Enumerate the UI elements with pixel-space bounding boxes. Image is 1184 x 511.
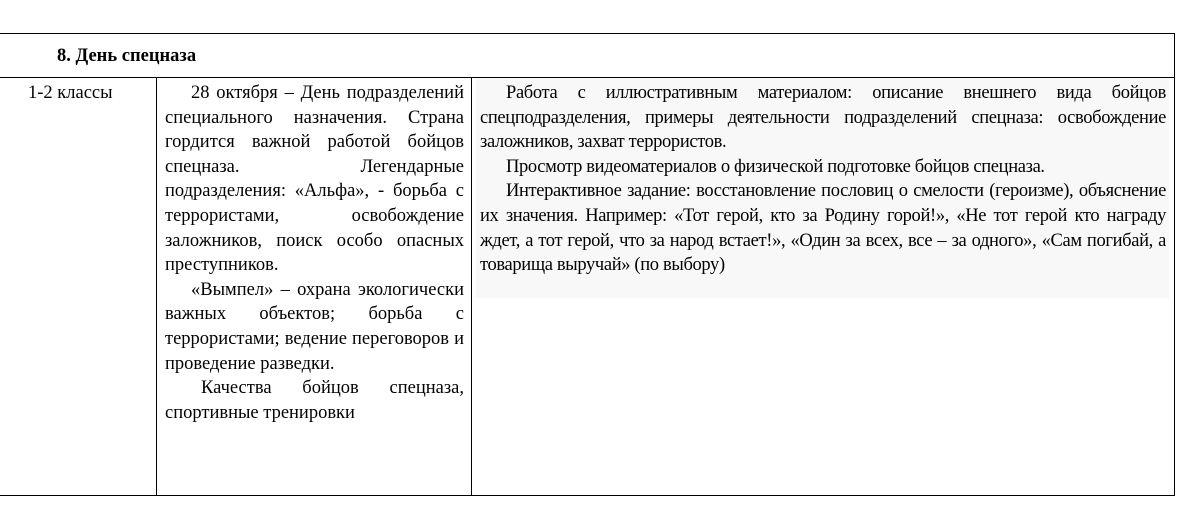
activity-text [480,81,1166,278]
grade-cell [0,78,157,496]
activity-paragraph: Работа с иллюстративным материалом: описание внешнего вида бойцов спецподразделения, примеры деятельности подразделений спецназа: освобождение заложников, захват террористов. [480,83,1166,153]
activity-paragraph: Просмотр видеоматериалов о физической подготовке бойцов спецназа. [506,156,1045,177]
lesson-plan-table [0,33,1175,496]
topic-paragraph: 28 октября – День подразделений специального назначения. Страна гордится важной работой бойцов спецназа. Легендарные подразделения: «Альфа», - борьба с террористами, освобождение заложников, поиск особо опасных преступников. [165,83,464,276]
topic-paragraph: Качества бойцов спецназа, спортивные тренировки [165,378,464,423]
topic-cell [157,78,472,496]
activity-paragraph: Интерактивное задание: восстановление пословиц о смелости (героизме), объяснение их значения. Например: «Тот герой, кто за Родину горой!», «Не тот герой кто награду ждет, а тот герой, что за народ встает!», «Один за всех, все – за одного», «Сам погибай, а товарища выручай» (по выбору) [480,181,1166,276]
section-title: 8. День спецназа [57,46,197,66]
topic-text [165,81,464,425]
table-row [0,78,1174,496]
section-header-row [0,34,1174,78]
activity-cell [472,78,1173,496]
grade-label: 1-2 классы [28,83,113,103]
topic-paragraph: «Вымпел» – охрана экологически важных объектов; борьба с террористами; ведение переговоров и проведение разведки. [165,279,464,374]
